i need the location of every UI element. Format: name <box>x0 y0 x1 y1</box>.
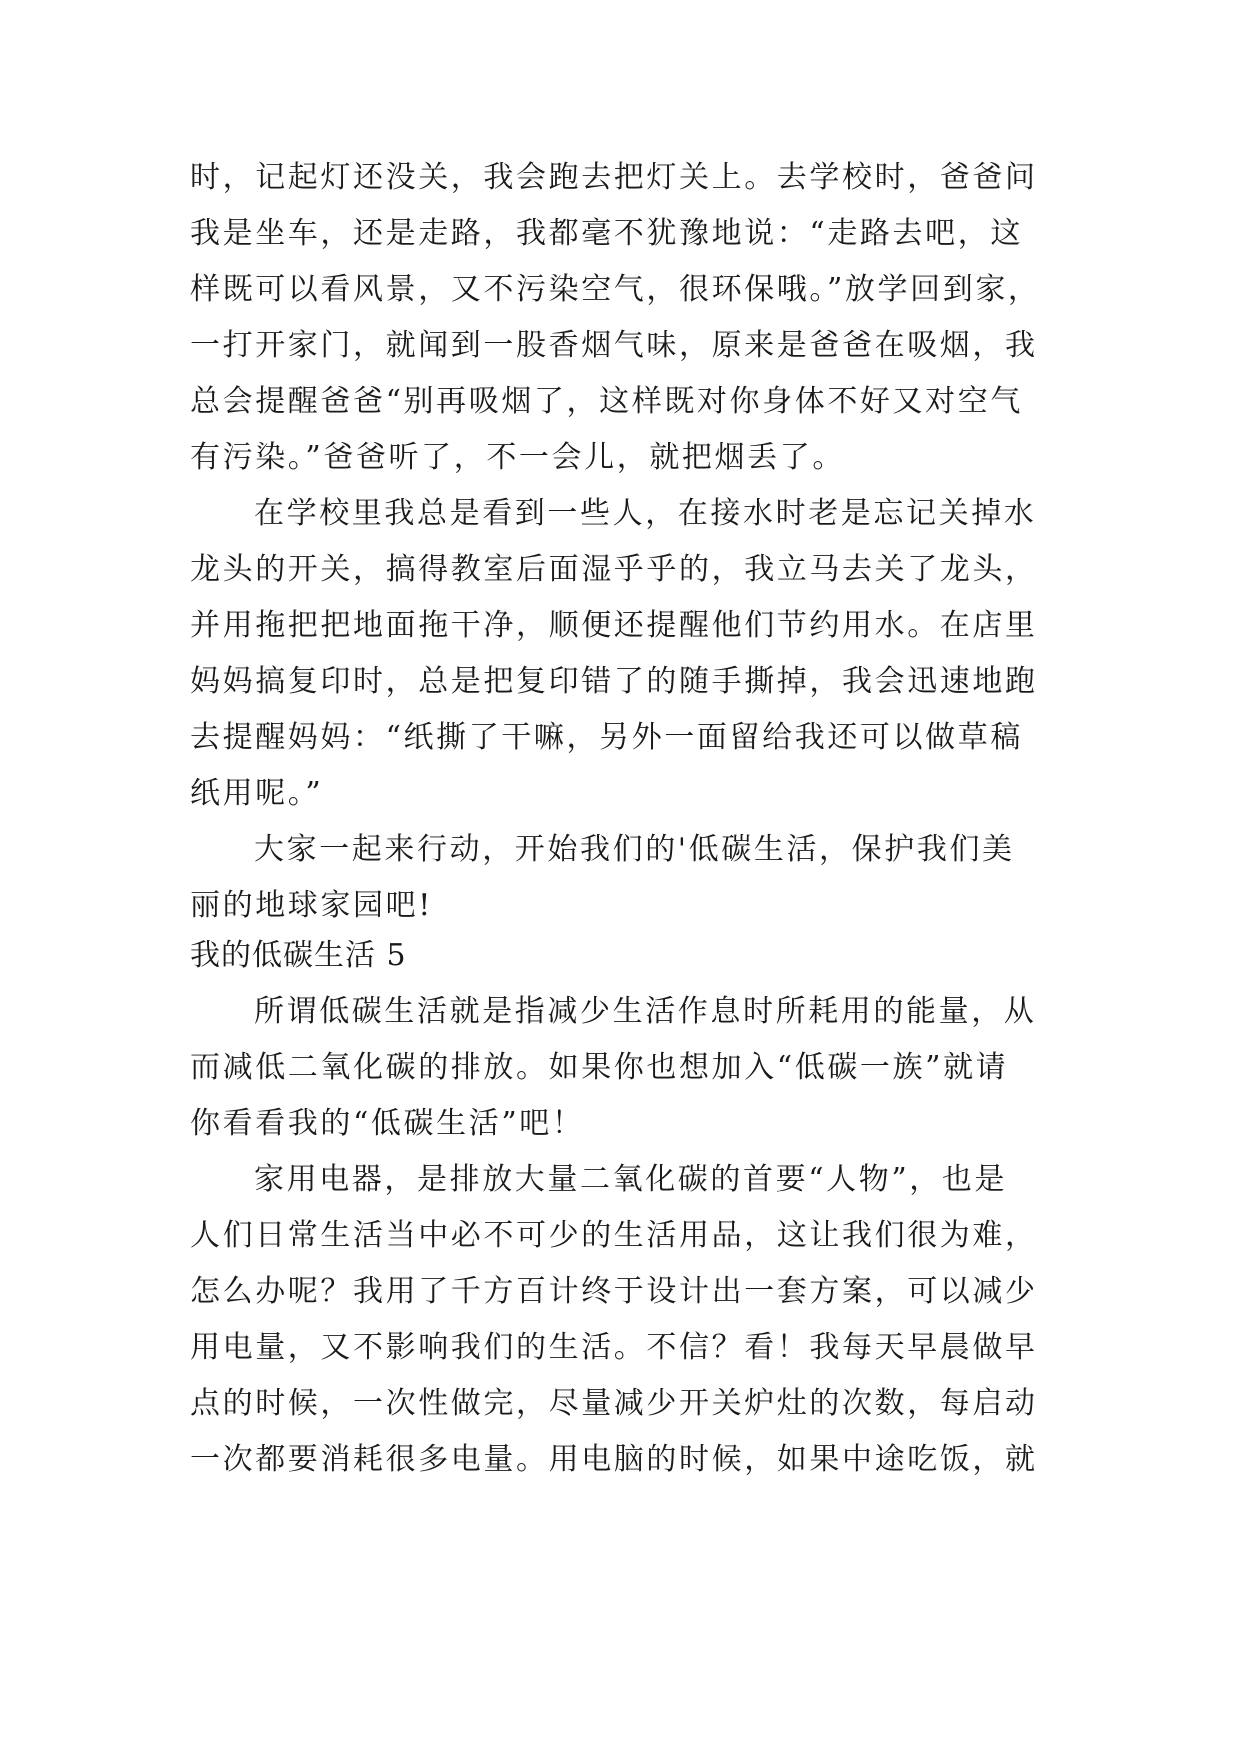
text-line: 丽的地球家园吧! <box>190 888 433 923</box>
text-line: 点的时候，一次性做完，尽量减少开关炉灶的次数，每启动 <box>190 1386 1038 1421</box>
text-line: 家用电器，是排放大量二氧化碳的首要“人物”，也是 <box>254 1162 1008 1197</box>
text-line: 妈妈搞复印时，总是把复印错了的随手撕掉，我会迅速地跑 <box>190 664 1038 699</box>
text-line: 有污染。”爸爸听了，不一会儿，就把烟丢了。 <box>190 440 845 475</box>
text-line: 纸用呢。” <box>190 776 324 811</box>
text-line: 并用拖把把地面拖干净，顺便还提醒他们节约用水。在店里 <box>190 608 1038 643</box>
text-line: 一打开家门，就闻到一股香烟气味，原来是爸爸在吸烟，我 <box>190 328 1038 363</box>
text-line: 总会提醒爸爸“别再吸烟了，这样既对你身体不好又对空气 <box>190 384 1023 419</box>
text-line: 样既可以看风景，又不污染空气，很环保哦。”放学回到家， <box>190 272 1041 307</box>
text-line: 时，记起灯还没关，我会跑去把灯关上。去学校时，爸爸问 <box>190 160 1038 195</box>
text-line: 一次都要消耗很多电量。用电脑的时候，如果中途吃饭，就 <box>190 1442 1038 1477</box>
text-line: 大家一起来行动，开始我们的'低碳生活，保护我们美 <box>254 832 1015 867</box>
text-line: 人们日常生活当中必不可少的生活用品，这让我们很为难， <box>190 1218 1038 1253</box>
text-line: 怎么办呢？我用了千方百计终于设计出一套方案，可以减少 <box>190 1274 1038 1309</box>
text-line: 用电量，又不影响我们的生活。不信？看！我每天早晨做早 <box>190 1330 1038 1365</box>
text-line: 去提醒妈妈：“纸撕了干嘛，另外一面留给我还可以做草稿 <box>190 720 1023 755</box>
text-line: 而减低二氧化碳的排放。如果你也想加入“低碳一族”就请 <box>190 1050 1009 1085</box>
text-line: 你看看我的“低碳生活”吧！ <box>190 1106 585 1141</box>
text-line: 我是坐车，还是走路，我都毫不犹豫地说：“走路去吧，这 <box>190 216 1023 251</box>
section-heading: 我的低碳生活 5 <box>190 938 407 973</box>
text-line: 龙头的开关，搞得教室后面湿乎乎的，我立马去关了龙头， <box>190 552 1038 587</box>
text-line: 所谓低碳生活就是指减少生活作息时所耗用的能量，从 <box>254 994 1037 1029</box>
text-line: 在学校里我总是看到一些人，在接水时老是忘记关掉水 <box>254 496 1037 531</box>
